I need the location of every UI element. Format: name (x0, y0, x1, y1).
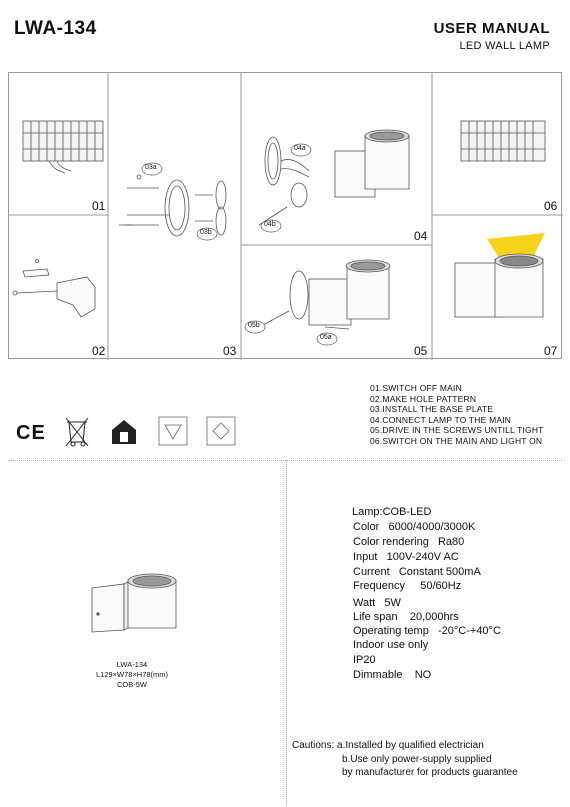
step-item: 03.INSTALL THE BASE PLATE (370, 404, 494, 414)
column-divider (286, 460, 287, 805)
panel-07-lamp-on-illustration (455, 233, 545, 317)
spec-item: Color 6000/4000/3000K (353, 521, 476, 533)
caution-line: by manufacturer for products guarantee (342, 767, 518, 778)
caution-line: Cautions: a.Installed by qualified electrician (292, 740, 484, 751)
installation-diagram-svg (9, 73, 563, 360)
spec-item: Dimmable NO (353, 669, 432, 681)
panel-number: 03 (223, 344, 237, 358)
step-item: 04.CONNECT LAMP TO THE MAIN (370, 414, 512, 425)
spec-item: Indoor use only (353, 639, 429, 651)
panel-number: 06 (544, 199, 558, 213)
panel-04-wiring-illustration (259, 130, 409, 225)
spec-item: Watt 5W (353, 597, 401, 609)
caution-line: b.Use only power-supply supplied (342, 754, 492, 765)
panel-number: 07 (544, 344, 558, 358)
model-number: LWA-134 (14, 18, 97, 39)
step-item: 02.MAKE HOLE PATTERN (370, 393, 477, 404)
section-divider (8, 460, 562, 461)
spec-item: Frequency 50/60Hz (353, 580, 462, 592)
callout-05b-label: 05b (248, 322, 260, 329)
step-item: 01.SWITCH OFF MAIN (370, 383, 462, 393)
panel-06-terminal-block-illustration (461, 121, 545, 161)
spec-item: Color rendering Ra80 (353, 536, 465, 548)
manual-subtitle: LED WALL LAMP (459, 40, 550, 52)
panel-number: 05 (414, 344, 428, 358)
spec-item: Current Constant 500mA (353, 566, 481, 578)
product-dimensions-label: L129×W78×H78(mm) (95, 670, 169, 679)
indoor-use-icon (110, 416, 138, 446)
installation-diagram (8, 72, 562, 359)
callout-04b-label: 04b (264, 221, 276, 228)
certification-icons (16, 412, 246, 452)
callout-05a-label: 05a (320, 334, 332, 341)
installation-steps (370, 383, 544, 446)
class-triangle-icon (158, 416, 188, 446)
panel-number: 04 (414, 229, 428, 243)
spec-item: IP20 (353, 654, 376, 666)
panel-02-drill-illustration (13, 260, 95, 318)
manual-title: USER MANUAL (433, 20, 550, 37)
spec-item: Life span 20,000hrs (353, 611, 459, 623)
spec-item: Operating temp -20°C-+40°C (353, 625, 501, 637)
product-model-label: LWA-134 (116, 660, 148, 669)
callout-03a-label: 03a (145, 164, 157, 171)
spec-item: Lamp:COB-LED (352, 506, 432, 518)
callout-03b-label: 03b (200, 229, 212, 236)
panel-03-base-plate-illustration (119, 175, 226, 236)
spec-item: Input 100V-240V AC (353, 551, 459, 563)
weee-bin-icon (62, 414, 92, 448)
product-lamp-illustration (88, 570, 188, 640)
callout-04a-label: 04a (294, 145, 306, 152)
panel-number: 01 (92, 199, 106, 213)
panel-number: 02 (92, 344, 106, 358)
step-item: 06.SWITCH ON THE MAIN AND LIGHT ON (370, 435, 543, 446)
panel-01-terminal-block-illustration (23, 121, 103, 173)
panel-05-screws-illustration (259, 260, 390, 329)
step-item: 05.DRIVE IN THE SCREWS UNTILL TIGHT (370, 425, 544, 435)
class-diamond-icon (206, 416, 236, 446)
ce-mark-icon: CE (16, 422, 46, 444)
product-power-label: COB-5W (117, 680, 147, 689)
